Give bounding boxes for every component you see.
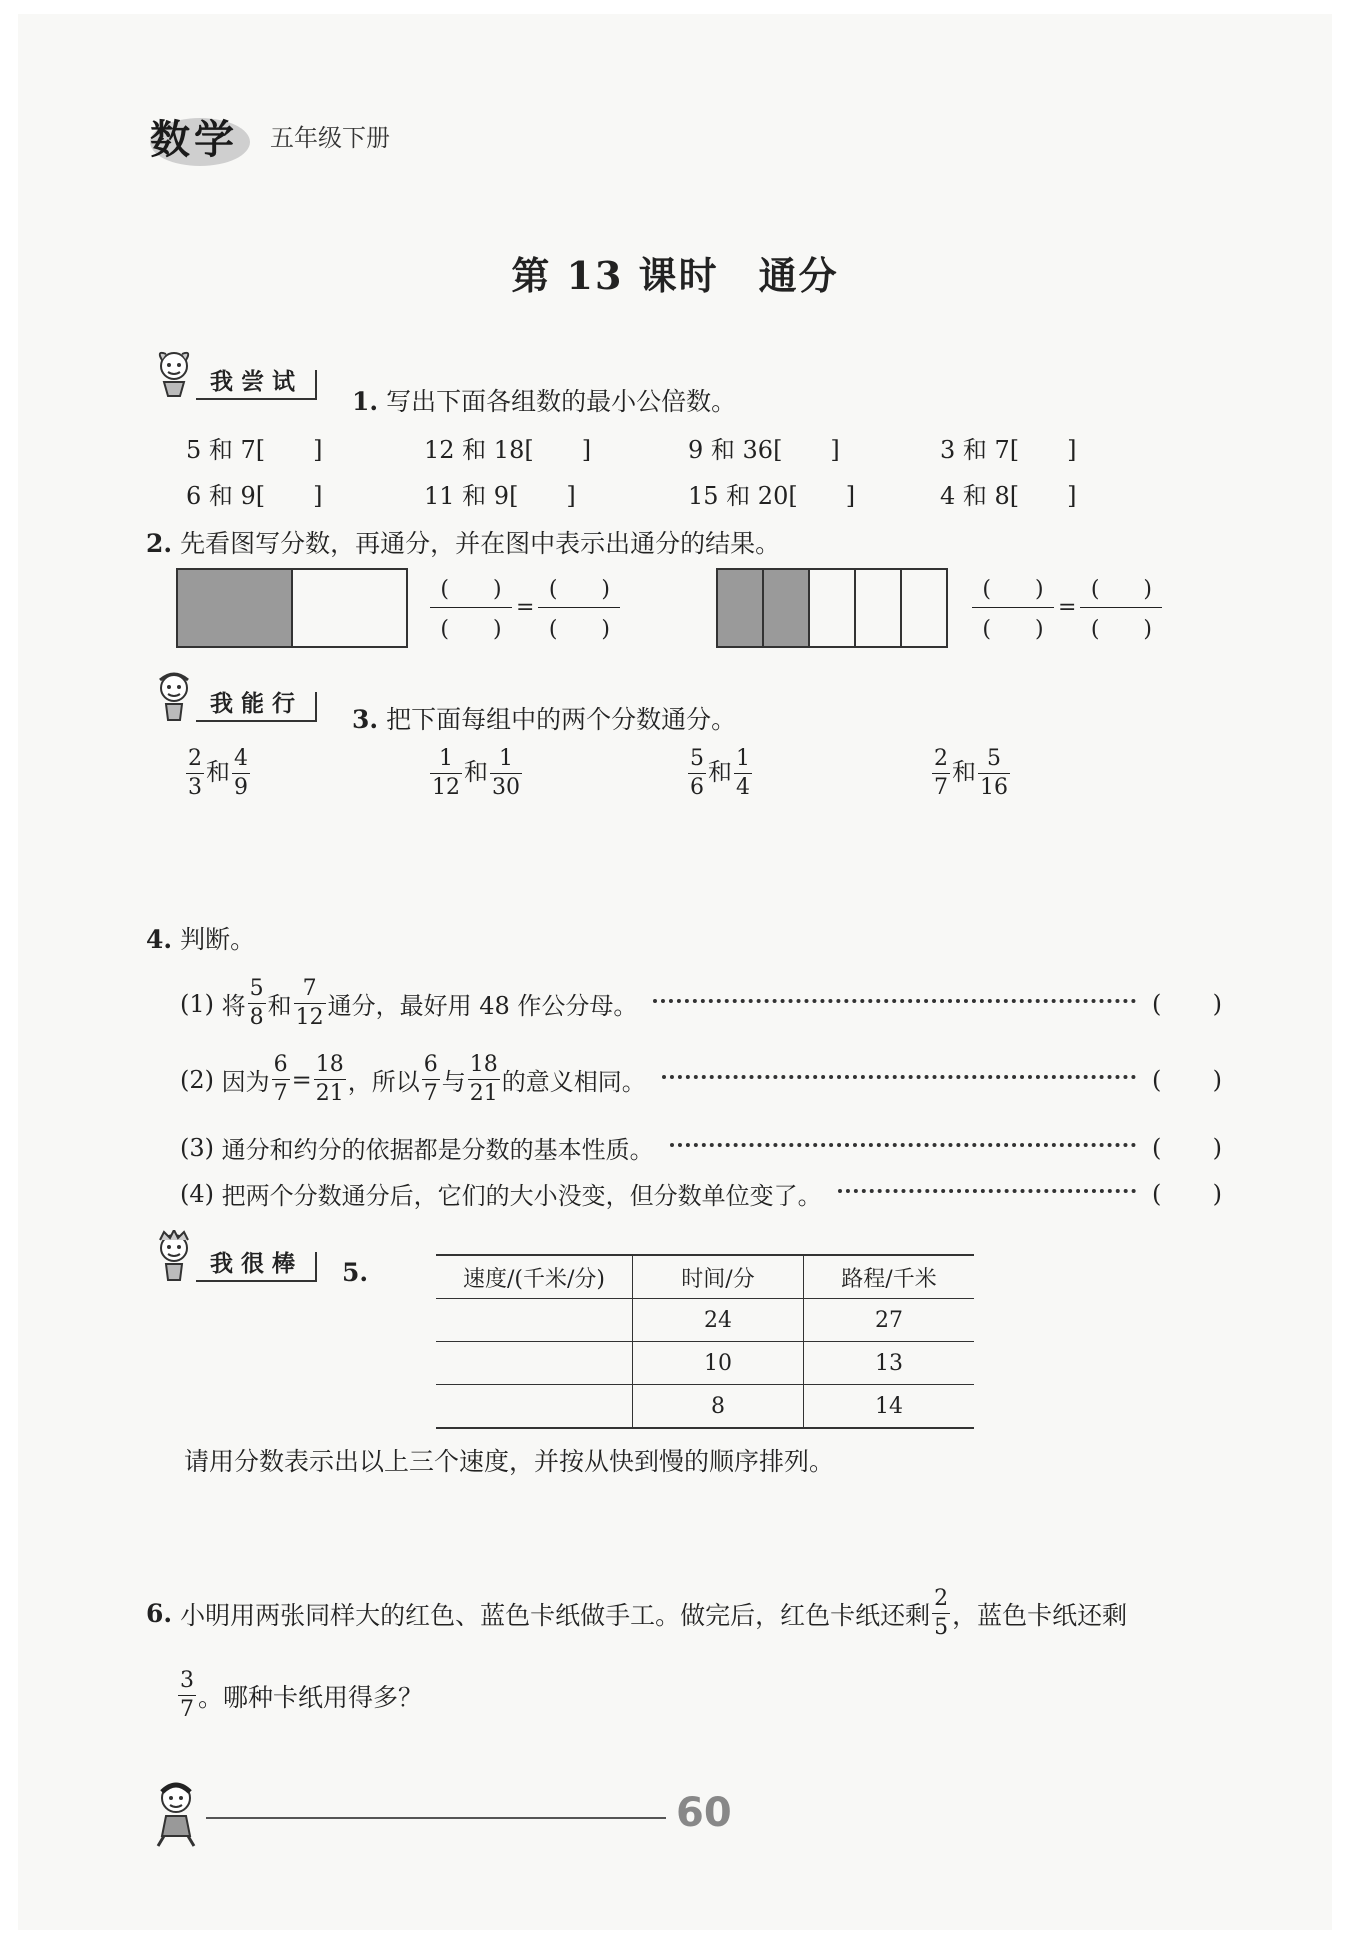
numerator: 7	[294, 978, 326, 1004]
table-row	[436, 1385, 974, 1429]
fraction	[422, 1054, 440, 1105]
equals-sign: =	[1058, 595, 1077, 620]
subject-label: 数学	[150, 117, 238, 163]
denominator: 12	[432, 775, 460, 800]
distance-cell: 13	[804, 1342, 975, 1385]
q3-heading	[352, 700, 736, 736]
q3-number: 3.	[352, 705, 379, 734]
join-word: 和	[952, 758, 976, 786]
q5-prompt: 请用分数表示出以上三个速度，并按从快到慢的顺序排列。	[184, 1447, 835, 1476]
fraction	[932, 748, 950, 799]
q1-item: 3 和 7[ ]	[940, 436, 1077, 464]
numerator: 1	[430, 748, 462, 774]
fraction	[490, 748, 522, 799]
denominator: 12	[295, 1005, 324, 1030]
fraction	[430, 748, 462, 799]
section-badge-try: 我尝试	[196, 363, 315, 400]
fraction	[186, 748, 204, 799]
denominator: 5	[934, 1615, 949, 1640]
lesson-title: 第 13 课时 通分	[511, 253, 839, 298]
section-can	[150, 670, 317, 722]
q3-pair	[686, 748, 754, 799]
fraction	[468, 1054, 500, 1105]
q1-item: 11 和 9[ ]	[424, 482, 576, 510]
judge-statement-1	[180, 978, 1222, 1029]
fraction	[734, 748, 752, 799]
numerator: 5	[978, 748, 1010, 774]
numerator: 3	[178, 1670, 196, 1696]
paren-left: (	[1152, 1179, 1162, 1208]
fraction	[272, 1054, 290, 1105]
leader-dots	[662, 1075, 1136, 1079]
numerator: 1	[734, 748, 752, 774]
statement-text: ，所以	[347, 1068, 420, 1096]
fraction-diagram-fifths	[716, 568, 948, 648]
q1-text: 写出下面各组数的最小公倍数。	[386, 387, 737, 416]
denominator: 21	[469, 1081, 498, 1106]
section-badge-can: 我能行	[196, 685, 315, 722]
denominator: 9	[234, 775, 248, 800]
fraction	[314, 1054, 346, 1105]
leader-dots	[670, 1143, 1136, 1147]
numerator: 5	[688, 748, 706, 774]
q1-item: 9 和 36[ ]	[688, 436, 840, 464]
blank-denominator[interactable]: ( )	[1090, 617, 1153, 642]
judge-statement-4	[180, 1176, 1222, 1211]
fraction	[932, 1588, 950, 1639]
mascot-icon	[150, 1230, 196, 1282]
unshaded-part	[856, 570, 902, 646]
paren-right: )	[1212, 1065, 1222, 1094]
time-cell: 8	[633, 1385, 804, 1429]
statement-text: 将	[221, 992, 246, 1020]
numerator: 6	[272, 1054, 290, 1080]
numerator: 5	[248, 978, 266, 1004]
blank-denominator[interactable]: ( )	[548, 617, 611, 642]
join-word: 和	[708, 758, 732, 786]
denominator: 8	[249, 1005, 264, 1030]
statement-text: 因为	[221, 1068, 270, 1096]
speed-table-wrap	[436, 1254, 974, 1429]
section-great	[150, 1230, 317, 1282]
q1-item: 6 和 9[ ]	[186, 482, 323, 510]
shaded-part	[718, 570, 764, 646]
denominator: 30	[492, 775, 520, 800]
answer-parentheses[interactable]	[1152, 990, 1222, 1018]
join-word: 和	[464, 758, 488, 786]
shaded-part	[178, 570, 293, 646]
statement-label: (2)	[180, 1065, 214, 1094]
denominator: 7	[180, 1697, 194, 1722]
q3-pair	[930, 748, 1012, 799]
q2-blank-equation-2	[972, 572, 1162, 643]
denominator: 3	[188, 775, 202, 800]
paren-right: )	[1212, 989, 1222, 1018]
q4-number: 4.	[146, 925, 173, 954]
statement-text: =	[291, 1065, 312, 1094]
leader-dots	[838, 1189, 1136, 1193]
paren-left: (	[1152, 1133, 1162, 1162]
statement-text: 把两个分数通分后，它们的大小没变，但分数单位变了。	[221, 1182, 822, 1210]
numerator: 2	[932, 748, 950, 774]
equals-sign: =	[516, 595, 535, 620]
answer-parentheses[interactable]	[1152, 1180, 1222, 1208]
q1-number: 1.	[352, 387, 379, 416]
q6-line-2	[176, 1670, 423, 1721]
section-try	[150, 348, 317, 400]
denominator: 4	[736, 775, 750, 800]
q4-heading	[146, 920, 255, 956]
numerator: 18	[468, 1054, 500, 1080]
answer-parentheses[interactable]	[1152, 1134, 1222, 1162]
statement-label: (4)	[180, 1179, 214, 1208]
q6-text: 。哪种卡纸用得多？	[198, 1682, 424, 1712]
q1-item: 12 和 18[ ]	[424, 436, 592, 464]
column-header: 时间/分	[633, 1255, 804, 1299]
q5-number-text: 5.	[342, 1258, 369, 1287]
fraction	[232, 748, 250, 799]
table-header-row	[436, 1255, 974, 1299]
paren-right: )	[1212, 1179, 1222, 1208]
judge-statement-3	[180, 1130, 1222, 1165]
fraction	[178, 1670, 196, 1721]
q3-pair	[184, 748, 252, 799]
divider	[315, 692, 317, 722]
denominator: 21	[315, 1081, 344, 1106]
speed-cell[interactable]	[436, 1299, 633, 1342]
speed-cell[interactable]	[436, 1385, 633, 1429]
paren-right: )	[1212, 1133, 1222, 1162]
fraction	[248, 978, 266, 1029]
q3-pair	[428, 748, 524, 799]
q6-text: ，蓝色卡纸还剩	[952, 1600, 1128, 1630]
grade-label: 五年级下册	[270, 124, 390, 152]
blank-denominator[interactable]: ( )	[982, 617, 1044, 642]
paren-left: (	[1152, 1065, 1162, 1094]
time-cell: 24	[633, 1299, 804, 1342]
q3-text: 把下面每组中的两个分数通分。	[386, 705, 737, 734]
divider	[315, 1252, 317, 1282]
q1-heading	[352, 382, 736, 418]
q2-text: 先看图写分数，再通分，并在图中表示出通分的结果。	[180, 529, 781, 558]
q6-text: 小明用两张同样大的红色、蓝色卡纸做手工。做完后，红色卡纸还剩	[180, 1600, 931, 1630]
speed-table	[436, 1254, 974, 1429]
q2-blank-equation-1	[430, 572, 620, 643]
numerator: 4	[232, 748, 250, 774]
denominator: 7	[934, 775, 948, 800]
column-header: 路程/千米	[804, 1255, 975, 1299]
time-cell: 10	[633, 1342, 804, 1385]
page-number: 60	[676, 1790, 732, 1836]
q6-line-1	[146, 1588, 1127, 1639]
statement-label: (1)	[180, 989, 214, 1018]
statement-text: 通分，最好用 48 作公分母。	[327, 992, 638, 1020]
denominator: 7	[273, 1081, 288, 1106]
statement-text: 的意义相同。	[501, 1068, 646, 1096]
shaded-part	[764, 570, 810, 646]
paren-left: (	[1152, 989, 1162, 1018]
blank-denominator[interactable]: ( )	[440, 617, 502, 642]
mascot-icon	[150, 348, 196, 400]
unshaded-part	[293, 570, 406, 646]
numerator: 1	[490, 748, 522, 774]
judge-statement-2	[180, 1054, 1222, 1105]
q2-heading	[146, 524, 780, 560]
workbook-page	[18, 14, 1332, 1930]
q1-item: 5 和 7[ ]	[186, 436, 323, 464]
footer-rule	[206, 1817, 666, 1819]
denominator: 7	[423, 1081, 438, 1106]
statement-text: 与	[441, 1068, 466, 1096]
leader-dots	[653, 999, 1136, 1003]
q1-item: 15 和 20[ ]	[688, 482, 856, 510]
footer-mascot-icon	[146, 1778, 206, 1850]
unshaded-part	[810, 570, 856, 646]
blank-numerator[interactable]: ( )	[972, 572, 1054, 608]
unshaded-part	[902, 570, 946, 646]
q6-number: 6.	[146, 1599, 173, 1628]
table-row	[436, 1299, 974, 1342]
numerator: 18	[314, 1054, 346, 1080]
statement-label: (3)	[180, 1133, 214, 1162]
q4-text: 判断。	[180, 925, 256, 954]
q1-item: 4 和 8[ ]	[940, 482, 1077, 510]
answer-parentheses[interactable]	[1152, 1066, 1222, 1094]
blank-numerator[interactable]: ( )	[430, 572, 512, 608]
header-brand	[150, 108, 390, 165]
mascot-icon	[150, 670, 196, 722]
join-word: 和	[206, 758, 230, 786]
numerator: 2	[186, 748, 204, 774]
distance-cell: 14	[804, 1385, 975, 1429]
blank-numerator[interactable]: ( )	[1080, 572, 1162, 608]
column-header: 速度/(千米/分)	[436, 1255, 633, 1299]
fraction-diagram-halves	[176, 568, 408, 648]
section-badge-great: 我很棒	[196, 1245, 315, 1282]
speed-cell[interactable]	[436, 1342, 633, 1385]
denominator: 6	[690, 775, 704, 800]
statement-text: 和	[267, 992, 292, 1020]
numerator: 2	[932, 1588, 950, 1614]
fraction	[688, 748, 706, 799]
fraction	[978, 748, 1010, 799]
table-row	[436, 1342, 974, 1385]
fraction	[294, 978, 326, 1029]
divider	[315, 370, 317, 400]
denominator: 16	[980, 775, 1008, 800]
numerator: 6	[422, 1054, 440, 1080]
q5-number	[342, 1258, 368, 1287]
q2-number: 2.	[146, 529, 173, 558]
distance-cell: 27	[804, 1299, 975, 1342]
blank-numerator[interactable]: ( )	[538, 572, 620, 608]
statement-text: 通分和约分的依据都是分数的基本性质。	[221, 1136, 654, 1164]
